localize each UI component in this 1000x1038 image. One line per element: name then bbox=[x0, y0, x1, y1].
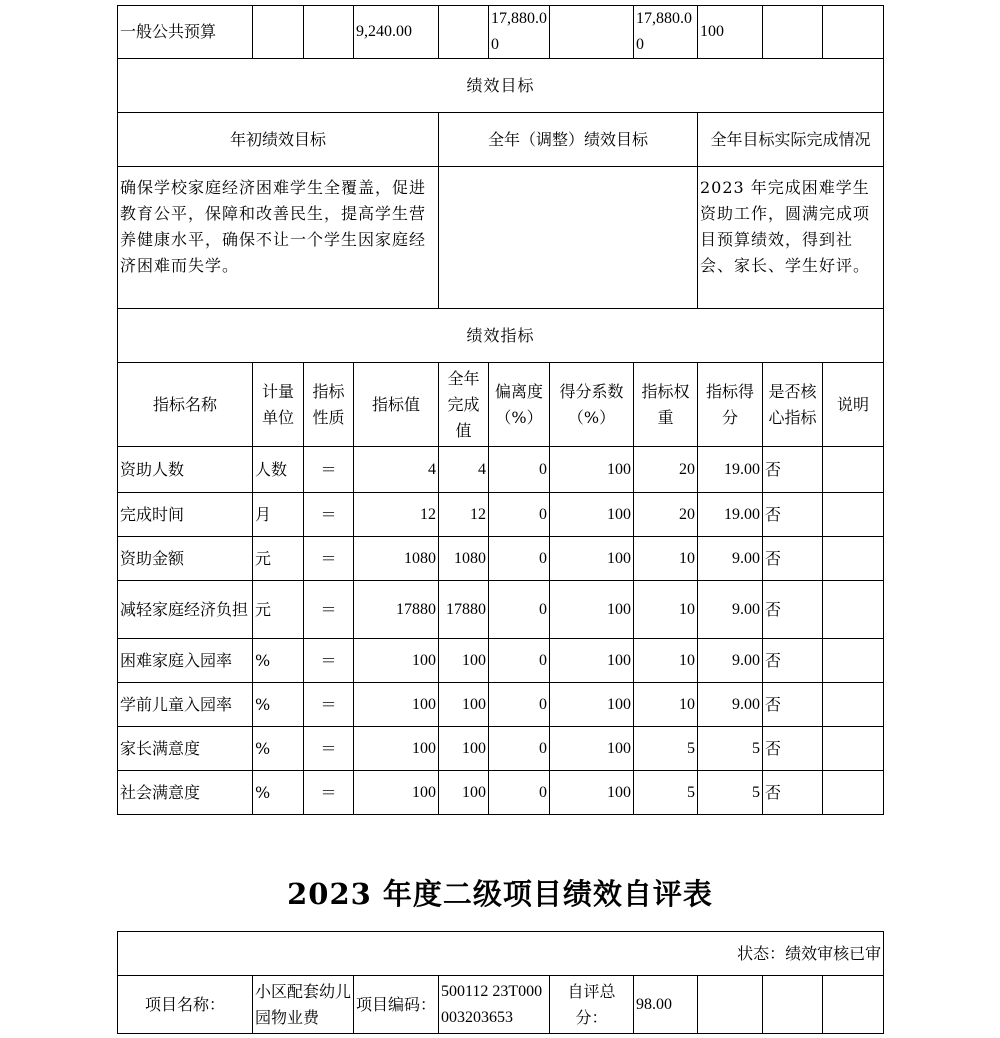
cell-is-core: 否 bbox=[763, 771, 823, 815]
header-completed-value: 全年完成值 bbox=[439, 363, 489, 447]
cell-target-value: 1080 bbox=[354, 537, 439, 581]
cell-weight: 10 bbox=[634, 639, 698, 683]
score-value: 98.00 bbox=[634, 976, 698, 1034]
goal-header-adjusted: 全年（调整）绩效目标 bbox=[439, 113, 698, 167]
cell-is-core: 否 bbox=[763, 493, 823, 537]
header-weight: 指标权重 bbox=[634, 363, 698, 447]
cell-completed-value: 1080 bbox=[439, 537, 489, 581]
cell-unit: 元 bbox=[253, 581, 304, 639]
cell-target-value: 17880 bbox=[354, 581, 439, 639]
cell-deviation: 0 bbox=[489, 447, 550, 493]
header-score: 指标得分 bbox=[698, 363, 763, 447]
cell-weight: 10 bbox=[634, 581, 698, 639]
cell-deviation: 0 bbox=[489, 493, 550, 537]
table-row bbox=[118, 447, 884, 493]
cell-completed-value: 100 bbox=[439, 683, 489, 727]
empty-cell bbox=[698, 976, 763, 1034]
cell-completed-value: 100 bbox=[439, 639, 489, 683]
cell-target-value: 100 bbox=[354, 639, 439, 683]
project-code-label: 项目编码： bbox=[354, 976, 439, 1034]
budget-cell: 9,240.00 bbox=[354, 6, 439, 59]
header-is-core: 是否核心指标 bbox=[763, 363, 823, 447]
project-name-value: 小区配套幼儿园物业费 bbox=[253, 976, 354, 1034]
cell-score: 9.00 bbox=[698, 639, 763, 683]
cell-nature: ＝ bbox=[304, 771, 354, 815]
cell-weight: 10 bbox=[634, 683, 698, 727]
cell-score-coefficient: 100 bbox=[550, 537, 634, 581]
project-info-table bbox=[117, 931, 884, 1034]
cell-indicator-name: 完成时间 bbox=[118, 493, 253, 537]
budget-cell: 17,880.00 bbox=[634, 6, 698, 59]
table-row bbox=[118, 581, 884, 639]
empty-cell bbox=[823, 976, 884, 1034]
cell-target-value: 12 bbox=[354, 493, 439, 537]
project-name-label: 项目名称： bbox=[118, 976, 253, 1034]
header-unit: 计量单位 bbox=[253, 363, 304, 447]
cell-notes bbox=[823, 581, 884, 639]
cell-score-coefficient: 100 bbox=[550, 581, 634, 639]
score-label: 自评总分： bbox=[550, 976, 634, 1034]
cell-score-coefficient: 100 bbox=[550, 493, 634, 537]
table-row bbox=[118, 727, 884, 771]
cell-indicator-name: 家长满意度 bbox=[118, 727, 253, 771]
budget-cell bbox=[253, 6, 304, 59]
cell-completed-value: 17880 bbox=[439, 581, 489, 639]
cell-deviation: 0 bbox=[489, 771, 550, 815]
cell-is-core: 否 bbox=[763, 683, 823, 727]
cell-unit: 元 bbox=[253, 537, 304, 581]
cell-unit: % bbox=[253, 771, 304, 815]
cell-nature: ＝ bbox=[304, 639, 354, 683]
budget-cell bbox=[763, 6, 823, 59]
cell-is-core: 否 bbox=[763, 639, 823, 683]
header-target-value: 指标值 bbox=[354, 363, 439, 447]
header-nature: 指标性质 bbox=[304, 363, 354, 447]
goal-header-initial: 年初绩效目标 bbox=[118, 113, 439, 167]
cell-unit: 人数 bbox=[253, 447, 304, 493]
cell-indicator-name: 困难家庭入园率 bbox=[118, 639, 253, 683]
cell-deviation: 0 bbox=[489, 537, 550, 581]
table-row bbox=[118, 639, 884, 683]
cell-score-coefficient: 100 bbox=[550, 683, 634, 727]
table-row bbox=[118, 537, 884, 581]
cell-deviation: 0 bbox=[489, 683, 550, 727]
status-text: 状态：绩效审核已审 bbox=[118, 932, 884, 976]
cell-score: 5 bbox=[698, 771, 763, 815]
cell-score-coefficient: 100 bbox=[550, 771, 634, 815]
cell-is-core: 否 bbox=[763, 537, 823, 581]
indicators-section-title: 绩效指标 bbox=[118, 309, 884, 363]
cell-score: 9.00 bbox=[698, 537, 763, 581]
cell-weight: 5 bbox=[634, 771, 698, 815]
cell-indicator-name: 资助金额 bbox=[118, 537, 253, 581]
budget-cell: 100 bbox=[698, 6, 763, 59]
cell-score-coefficient: 100 bbox=[550, 447, 634, 493]
cell-is-core: 否 bbox=[763, 727, 823, 771]
cell-weight: 20 bbox=[634, 493, 698, 537]
cell-target-value: 4 bbox=[354, 447, 439, 493]
cell-notes bbox=[823, 447, 884, 493]
cell-nature: ＝ bbox=[304, 683, 354, 727]
indicator-rows bbox=[118, 447, 884, 815]
cell-deviation: 0 bbox=[489, 727, 550, 771]
cell-notes bbox=[823, 493, 884, 537]
table-row bbox=[118, 683, 884, 727]
cell-score: 19.00 bbox=[698, 493, 763, 537]
cell-nature: ＝ bbox=[304, 581, 354, 639]
table-row bbox=[118, 771, 884, 815]
cell-unit: % bbox=[253, 639, 304, 683]
header-score-coefficient: 得分系数（%） bbox=[550, 363, 634, 447]
cell-unit: % bbox=[253, 683, 304, 727]
project-code-value: 500112 23T000003203653 bbox=[439, 976, 550, 1034]
budget-row bbox=[118, 6, 884, 59]
header-deviation: 偏离度（%） bbox=[489, 363, 550, 447]
cell-notes bbox=[823, 537, 884, 581]
cell-indicator-name: 减轻家庭经济负担 bbox=[118, 581, 253, 639]
cell-is-core: 否 bbox=[763, 581, 823, 639]
cell-score: 9.00 bbox=[698, 683, 763, 727]
budget-cell bbox=[304, 6, 354, 59]
cell-is-core: 否 bbox=[763, 447, 823, 493]
cell-weight: 20 bbox=[634, 447, 698, 493]
empty-cell bbox=[763, 976, 823, 1034]
indicator-header-row bbox=[118, 363, 884, 447]
cell-deviation: 0 bbox=[489, 639, 550, 683]
cell-target-value: 100 bbox=[354, 771, 439, 815]
cell-nature: ＝ bbox=[304, 537, 354, 581]
cell-completed-value: 100 bbox=[439, 771, 489, 815]
cell-score: 9.00 bbox=[698, 581, 763, 639]
cell-nature: ＝ bbox=[304, 493, 354, 537]
cell-completed-value: 12 bbox=[439, 493, 489, 537]
cell-notes bbox=[823, 771, 884, 815]
budget-label: 一般公共预算 bbox=[118, 6, 253, 59]
cell-indicator-name: 资助人数 bbox=[118, 447, 253, 493]
budget-cell bbox=[823, 6, 884, 59]
cell-deviation: 0 bbox=[489, 581, 550, 639]
header-notes: 说明 bbox=[823, 363, 884, 447]
cell-nature: ＝ bbox=[304, 727, 354, 771]
goal-initial-text: 确保学校家庭经济困难学生全覆盖，促进教育公平，保障和改善民生，提高学生营养健康水平，确保不让一个学生因家庭经济困难而失学。 bbox=[118, 167, 439, 309]
cell-target-value: 100 bbox=[354, 683, 439, 727]
cell-indicator-name: 社会满意度 bbox=[118, 771, 253, 815]
budget-cell: 17,880.00 bbox=[489, 6, 550, 59]
cell-target-value: 100 bbox=[354, 727, 439, 771]
goal-header-actual: 全年目标实际完成情况 bbox=[698, 113, 884, 167]
goal-actual-text: 2023 年完成困难学生资助工作，圆满完成项目预算绩效，得到社会、家长、学生好评。 bbox=[698, 167, 884, 309]
goals-section-title: 绩效目标 bbox=[118, 59, 884, 113]
goal-adjusted-text bbox=[439, 167, 698, 309]
cell-weight: 5 bbox=[634, 727, 698, 771]
cell-notes bbox=[823, 683, 884, 727]
budget-cell bbox=[439, 6, 489, 59]
cell-score: 19.00 bbox=[698, 447, 763, 493]
cell-notes bbox=[823, 639, 884, 683]
page-title: 2023 年度二级项目绩效自评表 bbox=[287, 877, 713, 911]
cell-indicator-name: 学前儿童入园率 bbox=[118, 683, 253, 727]
cell-weight: 10 bbox=[634, 537, 698, 581]
cell-completed-value: 100 bbox=[439, 727, 489, 771]
header-indicator-name: 指标名称 bbox=[118, 363, 253, 447]
cell-score-coefficient: 100 bbox=[550, 639, 634, 683]
cell-notes bbox=[823, 727, 884, 771]
cell-nature: ＝ bbox=[304, 447, 354, 493]
cell-score-coefficient: 100 bbox=[550, 727, 634, 771]
cell-completed-value: 4 bbox=[439, 447, 489, 493]
cell-score: 5 bbox=[698, 727, 763, 771]
table-row bbox=[118, 493, 884, 537]
performance-table bbox=[117, 5, 884, 815]
budget-cell bbox=[550, 6, 634, 59]
cell-unit: 月 bbox=[253, 493, 304, 537]
cell-unit: % bbox=[253, 727, 304, 771]
